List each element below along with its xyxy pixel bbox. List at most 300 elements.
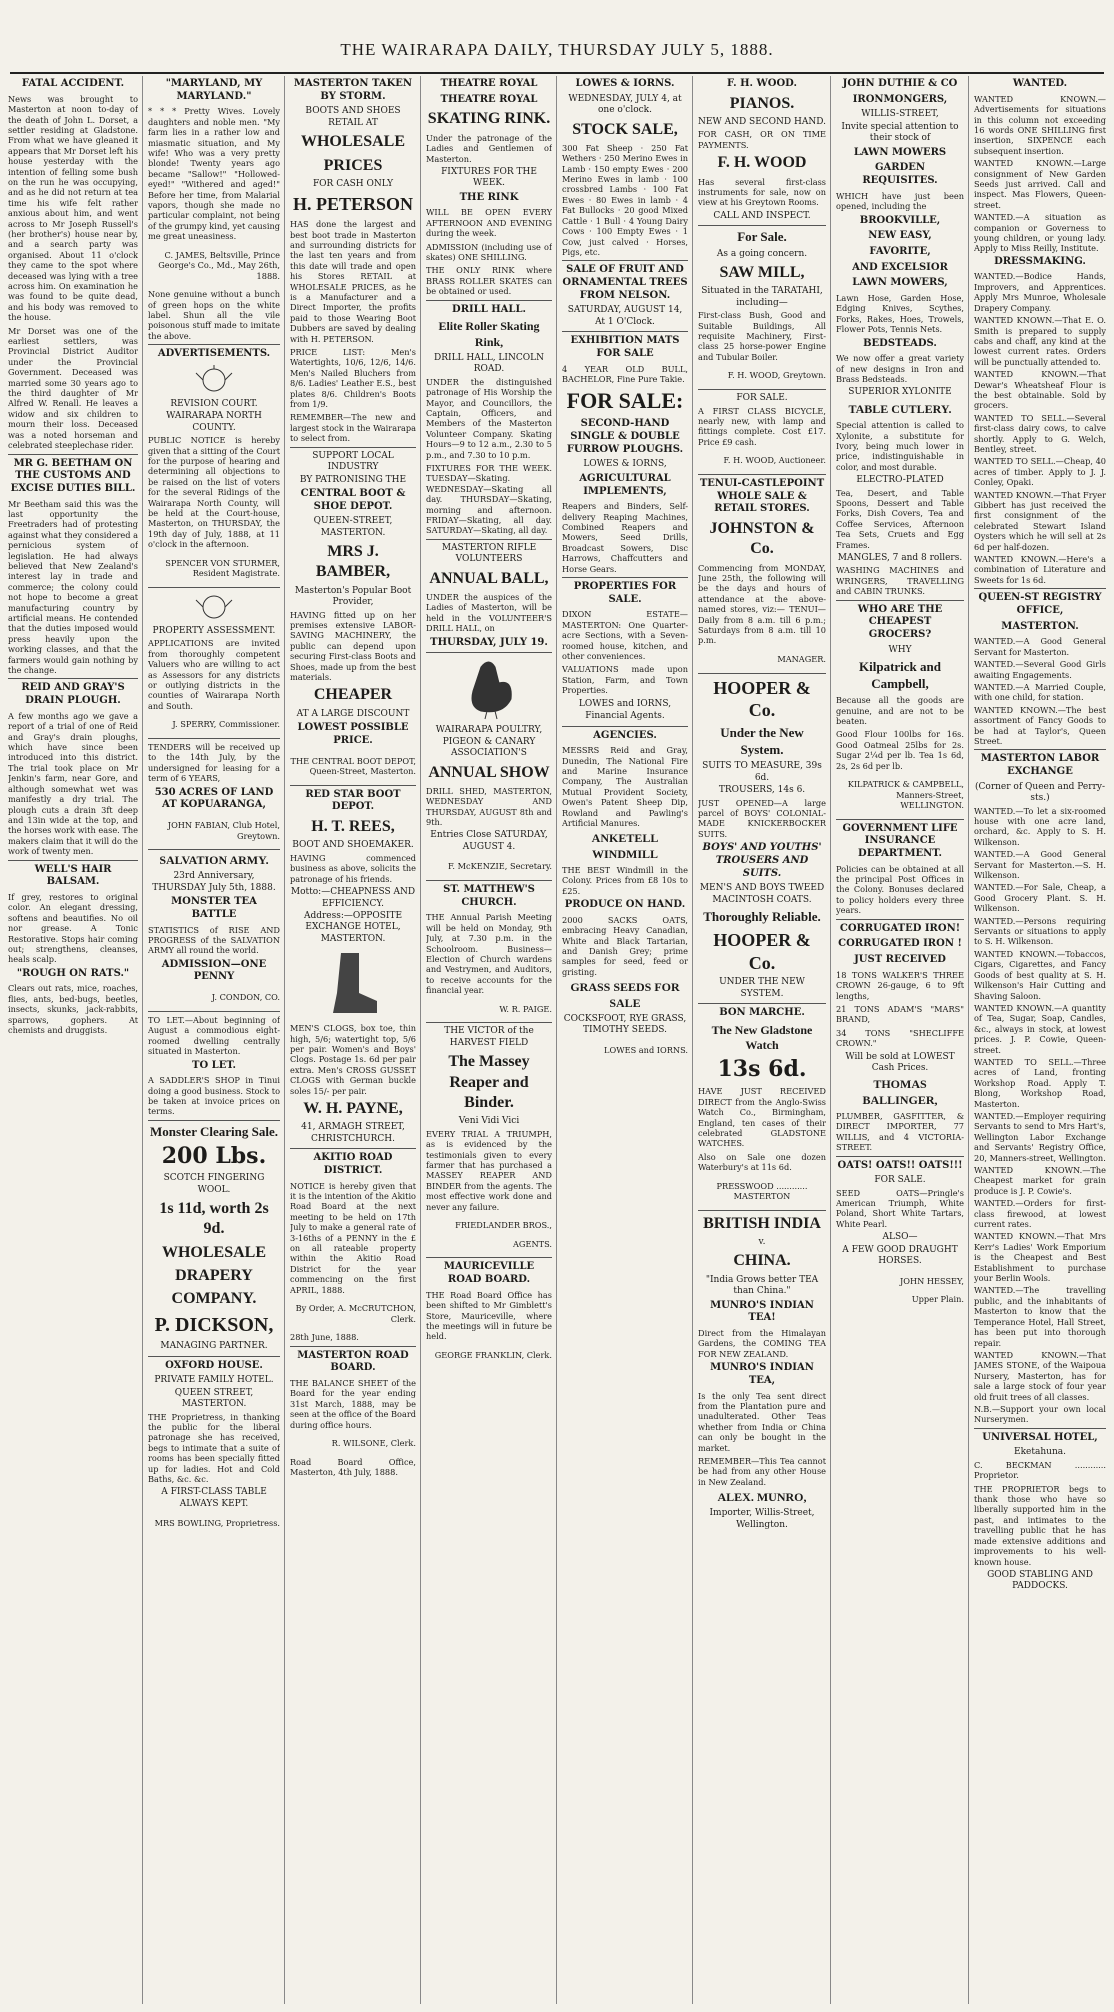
advertisements-heading: ADVERTISEMENTS. <box>157 348 271 360</box>
washing-text: WASHING MACHINES and WRINGERS, TRAVELLING and CABIN TRUNKS. <box>836 565 964 597</box>
stabling-text: GOOD STABLING AND PADDOCKS. <box>987 1569 1093 1592</box>
agents-text: AGENTS. <box>513 1238 552 1249</box>
eketahuna-text: Eketahuna. <box>1014 1447 1066 1458</box>
company-text: COMPANY. <box>171 1290 257 1308</box>
for-sale-heading: FOR SALE: <box>566 388 684 414</box>
rees-name: H. T. REES, <box>311 818 395 836</box>
kilpatrick-heading: Kilpatrick and Campbell, <box>859 659 941 691</box>
boys-heading: BOYS' AND YOUTHS' TROUSERS AND SUITS. <box>702 842 822 879</box>
masterton-road-text: THE BALANCE SHEET of the Board for the year ending 31st March, 1888, may be seen at the office of the Board during office hours. <box>290 1378 416 1430</box>
signature: W. R. PAIGE. <box>499 1003 552 1014</box>
wood-text: Has several first-class instruments for sale, now on view at his Greytown Rooms. <box>698 176 826 208</box>
column-rule <box>692 76 693 2004</box>
masthead-rule <box>10 72 1104 74</box>
going-text: As a going concern. <box>716 248 808 259</box>
wanted-item: WANTED KNOWN.—That Dewar's Wheatsheaf Flour is the best obtainable. Sold by grocers. <box>974 369 1106 411</box>
tender-headline: 530 ACRES OF LAND AT KOPUARANGA, <box>154 786 274 811</box>
wanted-item: WANTED.—A Good General Servant for Masterton. <box>974 636 1106 657</box>
wanted-item: WANTED KNOWN.—The Cheapest market for grain produce is J. P. Cowie's. <box>974 1165 1106 1196</box>
street-text: QUEEN STREET, MASTERTON. <box>174 1387 254 1410</box>
lawn-mowers-heading: LAWN MOWERS, <box>852 277 948 289</box>
article-paragraph: Mr Beetham said this was the last opportunity the Freetraders had of protesting against what they considered a pernicious system of legislation. He had always believed that New Zealand's interest lay in trade and commerce; the colony could not hope to become a great manufacturing country by artificial means. He contended that the duties imposed would press heavily upon the working classes, and that the farmers would gain nothing by the change. <box>8 498 138 676</box>
munro-text: Is the only Tea sent direct from the Plantation pure and unadulterated. Other Teas whether from India or China can only be bought in the market. <box>698 1390 826 1453</box>
quote-text: "India Grows better TEA than China." <box>705 1274 819 1297</box>
exhibition-heading: EXHIBITION MATS FOR SALE <box>570 335 680 359</box>
new-system-heading: Under the New System. <box>720 725 804 757</box>
to-let-text: TO LET.—About beginning of August a commodious eight-roomed dwelling centrally situated in Masterton. <box>148 1014 280 1057</box>
mower-list: Lawn Hose, Garden Hose, Edging Knives, Scythes, Forks, Rakes, Hoes, Trowels, Flower Pots, Tennis Nets. <box>836 292 964 335</box>
column-6 <box>698 76 826 2004</box>
corrugated-heading: CORRUGATED IRON! <box>839 922 961 934</box>
signature: R. WILSONE, Clerk. <box>331 1438 416 1449</box>
coats-text: MEN'S AND BOYS TWEED MACINTOSH COATS. <box>699 883 825 905</box>
column-2 <box>148 76 280 2004</box>
for-sale-heading: For Sale. <box>737 229 787 245</box>
notice-text: PUBLIC NOTICE is hereby given that a sitting of the Court for the purpose of hearing and determining all objections to be raised on the list of voters for the several Ridings of the Wairarapa North County, will be held at the Court-house, Masterton, on THURSDAY, the 19th day of July, 1888, at 11 o'clock in the afternoon. <box>148 435 280 550</box>
wanted-item: WANTED.—Several Good Girls awaiting Engagements. <box>974 659 1106 680</box>
china-heading: CHINA. <box>733 1252 791 1270</box>
hooper-heading: HOOPER & Co. <box>713 929 811 973</box>
wanted-heading: WANTED. <box>1012 78 1068 89</box>
wanted-item: WANTED.—Orders for first-class firewood, at lowest current rates. <box>974 1198 1106 1230</box>
insurance-heading: GOVERNMENT LIFE INSURANCE DEPARTMENT. <box>842 822 958 859</box>
horses-text: A FEW GOOD DRAUGHT HORSES. <box>842 1244 958 1267</box>
royal-crest-icon <box>192 365 236 395</box>
wanted-item: WANTED KNOWN.—That Mrs Kerr's Ladies' Work Emporium is the Cheapest and Best Establishment to purchase your Berlin Wools. <box>974 1231 1106 1284</box>
cash-text: FOR CASH ONLY <box>312 178 394 189</box>
iron-stock: 34 TONS "SHECLIFFE CROWN." <box>836 1027 964 1049</box>
lowes-text: LOWES and IORNS, <box>578 698 672 709</box>
saddler-text: A SADDLER'S SHOP in Tinui doing a good business. Stock to be taken at invoice prices on terms. <box>148 1075 280 1117</box>
admission-text: ADMISSION—ONE PENNY <box>161 958 267 983</box>
show-text: DRILL SHED, MASTERTON, WEDNESDAY AND THURSDAY, AUGUST 8th and 9th. <box>426 785 552 828</box>
signature: JOHN FABIAN, Club Hotel, Greytown. <box>167 820 280 841</box>
date-text: 28th June, 1888. <box>290 1332 359 1343</box>
also-text: ALSO— <box>882 1232 918 1243</box>
wood-name: F. H. WOOD <box>717 154 807 172</box>
dixon-text: DIXON ESTATE—MASTERTON: One Quarter-acre Sections, with a Seven-roomed house, kitchen, and other conveniences. <box>562 609 688 662</box>
lowes-text: LOWES & IORNS, <box>583 459 667 470</box>
universal-heading: UNIVERSAL HOTEL, <box>982 1431 1098 1443</box>
wanted-item: WANTED KNOWN.—That JAMES STONE, of the Waipoua Nursery, Masterton, has for sale a large stock of four year old fruit trees of all classes. <box>974 1349 1106 1402</box>
victor-text: THE VICTOR of the HARVEST FIELD <box>444 1026 534 1048</box>
signature: F. H. WOOD, Greytown. <box>727 370 826 381</box>
admission-text: ADMISSION (including use of skates) ONE SHILLING. <box>426 241 552 263</box>
universal-text: THE PROPRIETOR begs to thank those who have so liberally supported him in the past, and intimates to the travelling public that he has made extensive additions and improvements to his well-known house. <box>974 1483 1106 1567</box>
agencies-text: MESSRS Reid and Gray, Dunedin, The National Fire and Marine Insurance Company, The Australian Mutual Provident Society, Owen's Patent Sheep Dip, Rowland and Pawling's Artificial Manures. <box>562 745 688 829</box>
electro-text: ELECTRO-PLATED <box>856 475 944 486</box>
support-text: SUPPORT LOCAL INDUSTRY <box>312 450 394 473</box>
hotel-text: PRIVATE FAMILY HOTEL. <box>154 1375 274 1386</box>
windmill-text: THE BEST Windmill in the Colony. Prices from £8 10s to £25. <box>562 864 688 896</box>
headline-drain-plough: REID AND GRAY'S DRAIN PLOUGH. <box>21 682 125 707</box>
received-text: JUST RECEIVED <box>854 954 946 966</box>
rifle-text: MASTERTON RIFLE VOLUNTEERS <box>441 542 537 565</box>
wanted-item: WANTED TO SELL.—Several first-class dairy cows, to calve shortly. Apply to G. Welch, Bentley, street. <box>974 412 1106 454</box>
wood-heading: F. H. WOOD. <box>727 78 797 89</box>
signature: C. JAMES, Beltsville, Prince George's Co., Md., May 26th, 1888. <box>158 249 280 281</box>
patronising-text: BY PATRONISING THE <box>299 474 407 485</box>
rees-text: HAVING commenced business as above, solicits the patronage of his friends. <box>290 852 416 884</box>
agencies-heading: AGENCIES. <box>593 729 657 741</box>
wanted-item: WANTED TO SELL.—Three acres of Land, fronting Workshop Road. Apply T. Blong, Workshop Road, Masterton. <box>974 1056 1106 1109</box>
ballinger-text: PLUMBER, GASFITTER, & DIRECT IMPORTER, 77 WILLIS, and 4 VICTORIA-STREET. <box>836 1110 964 1153</box>
watch-heading: The New Gladstone Watch <box>711 1022 813 1053</box>
warning-text: None genuine without a bunch of green hops on the white label. Shun all the vile poisonous stuff made to imitate the above. <box>148 289 280 341</box>
financial-text: Financial Agents. <box>585 711 665 722</box>
wanted-item: WANTED KNOWN.—Advertisements for situations in this column not exceeding 16 words ONE SHILLING first insertion, SIXPENCE each subsequent insertion. <box>974 93 1106 156</box>
importer-text: Importer, Willis-Street, Wellington. <box>709 1508 815 1530</box>
headline-hair-balsam: WELL'S HAIR BALSAM. <box>34 863 112 888</box>
favorite-text: FAVORITE, <box>869 245 931 257</box>
signature: JOHN HESSEY, <box>899 1275 964 1286</box>
elite-heading: Elite Roller Skating Rink, <box>438 319 540 349</box>
signature: J. CONDON, CO. <box>211 992 280 1003</box>
bamber-name: MRS J. BAMBER, <box>315 543 391 581</box>
wanted-item: WANTED KNOWN.—That Fryer Gibbert has just received the first consignment of the celebrated Stewart Island Oysters which he will sell at 2s 6d per half-dozen. <box>974 489 1106 552</box>
watch-text: HAVE JUST RECEIVED DIRECT from the Anglo-Swiss Watch Co., Birmingham, England, ten cases of their celebrated GLADSTONE WATCHES. <box>698 1086 826 1149</box>
red-star-heading: RED STAR BOOT DEPOT. <box>305 788 401 813</box>
column-rule <box>556 76 557 2004</box>
taratahi-text: Situated in the TARATAHI, including— <box>701 286 823 308</box>
waterbury-text: Also on Sale one dozen Waterbury's at 11s 6d. <box>698 1151 826 1173</box>
wanted-item: WANTED KNOWN.—That E. O. Smith is prepared to supply cabs and chaff, any kind at the lowest current rates. Orders will be punctually attended to. <box>974 315 1106 367</box>
inspect-text: CALL AND INSPECT. <box>713 210 811 221</box>
signature: By Order, A. McCRUTCHON, Clerk. <box>295 1303 416 1324</box>
tender-text: TENDERS will be received up to the 14th July, by the undersigned for leasing for a term of 6 YEARS, <box>148 741 280 784</box>
drapery-text: DRAPERY <box>175 1267 253 1285</box>
fixtures-text: FIXTURES FOR THE WEEK. TUESDAY—Skating. WEDNESDAY—Skating all day. THURSDAY—Skating, morning and afternoon. FRIDAY—Skating, all day. SATURDAY—Skating, all day. <box>426 462 552 536</box>
theatre-subheading: THEATRE ROYAL <box>440 93 538 105</box>
trousers-text: TROUSERS, 14s 6. <box>718 785 806 796</box>
clogs-text: MEN'S CLOGS, box toe, thin high, 5/6; watertight top, 5/6 per pair. Women's and Boys' Clogs. Postage 1s. 6d per pair extra. Men's CROSS GUSSET CLOGS with German buckle soles 15/- per pair. <box>290 1023 416 1096</box>
oxford-house-heading: OXFORD HOUSE. <box>165 1359 263 1371</box>
wanted-item: WANTED.—For Sale, Cheap, a Good Grocery Plant. S. H. Wilkenson. <box>974 882 1106 914</box>
variety-text: We now offer a great variety of new designs in Iron and Brass Bedsteads. <box>836 353 964 385</box>
pianos-heading: PIANOS. <box>729 94 795 112</box>
signature: MRS BOWLING, Proprietress. <box>154 1518 280 1529</box>
discount-text: AT A LARGE DISCOUNT <box>296 708 410 719</box>
cutlery-heading: TABLE CUTLERY. <box>848 401 952 416</box>
price-list: PRICE LIST: Men's Watertights, 10/6, 12/6, 14/6. Men's Nailed Bluchers from 8/6. Ladies' Leather E.S., best plates 8/6. Children's Boots from 1/9. <box>290 347 416 410</box>
produce-text: 2000 SACKS OATS, embracing Heavy Canadian, White and Black Tartarian, and Danish Grey; prime samples for seed, feed or gristing. <box>562 914 688 977</box>
masterton-road-heading: MASTERTON ROAD BOARD. <box>297 1349 409 1374</box>
salvation-date: 23rd Anniversary, THURSDAY July 5th, 1888. <box>152 871 276 893</box>
bootmaker-text: BOOT AND SHOEMAKER. <box>292 840 414 851</box>
produce-heading: PRODUCE ON HAND. <box>564 899 686 911</box>
munro-heading: MUNRO'S INDIAN TEA, <box>710 1362 814 1386</box>
wanted-item: WANTED.—Employer requiring Servants to send to Mrs Hart's, Wellington Labor Exchange and Servants' Registry Office, 20, Manners-street, Wellington. <box>974 1110 1106 1163</box>
mangles-text: MANGLES, 7 and 8 rollers. <box>837 553 963 564</box>
masthead <box>10 40 1104 74</box>
signature: SPENCER VON STURMER, Resident Magistrate. <box>165 557 280 579</box>
column-7 <box>836 76 964 2004</box>
church-text: THE Annual Parish Meeting will be held on Monday, 9th July, at 7.30 p.m. in the Schoolroom. Business—Election of Church wardens and Vestrymen, and Auditors, to receive accounts for the financial year. <box>426 912 552 996</box>
stock-sale-heading: STOCK SALE, <box>572 120 678 138</box>
lowest-price-heading: LOWEST POSSIBLE PRICE. <box>297 722 409 746</box>
wanted-item: WANTED.—To let a six-roomed house with one acre land, orchard, &c. Apply to S. H. Wilkenson. <box>974 805 1106 847</box>
fruit-date: SATURDAY, AUGUST 14, At 1 O'Clock. <box>567 305 683 327</box>
invite-text: Invite special attention to their stock of <box>841 121 959 144</box>
wool-price: 1s 11d, worth 2s 9d. <box>159 1200 269 1238</box>
central-depot-heading: CENTRAL BOOT & SHOE DEPOT. <box>300 487 406 512</box>
why-text: WHY <box>888 644 912 655</box>
rooster-icon <box>459 657 519 721</box>
article-paragraph: Mr Dorset was one of the earliest settlers, was Provincial District Auditor under the Provincial Government. Deceased was married some 30 years ago to the third daughter of Mr Alfred W. Renall. He leaves a widow and six children to mourn their loss. Deceased was a noted horseman and celebrated steeplechase rider. <box>8 325 138 451</box>
akitio-heading: AKITIO ROAD DISTRICT. <box>313 1152 393 1176</box>
british-india-heading: BRITISH INDIA <box>703 1214 821 1232</box>
annual-show-heading: ANNUAL SHOW <box>428 763 550 781</box>
wanted-item: WANTED.—A Married Couple, with one child, for station. <box>974 681 1106 703</box>
oats-text: SEED OATS—Pringle's American Triumph, White Poland, Short White Tartars, White Pearl. <box>836 1187 964 1229</box>
wanted-item: WANTED KNOWN.—Here's a combination of Literature and Sweets for 1s 6d. <box>974 554 1106 585</box>
grass-seeds-heading: GRASS SEEDS FOR SALE <box>570 980 680 1010</box>
ironmongers-text: IRONMONGERS, <box>852 93 948 105</box>
address-text: Address:—OPPOSITE EXCHANGE HOTEL, MASTERTON. <box>303 910 403 944</box>
exchange-heading: MASTERTON LABOR EXCHANGE <box>980 753 1100 778</box>
cocksfoot-text: COCKSFOOT, RYE GRASS, TIMOTHY SEEDS. <box>563 1013 687 1036</box>
hooper-heading: HOOPER & Co. <box>713 677 811 721</box>
bedsteads-heading: BEDSTEADS. <box>863 337 937 349</box>
storm-heading: MASTERTON TAKEN BY STORM. <box>293 78 413 102</box>
signature: MANAGER. <box>777 654 826 665</box>
column-rule <box>968 76 969 2004</box>
which-text: WHICH have just been opened, including the <box>836 190 964 212</box>
wholesale-heading: WHOLESALE <box>300 133 406 151</box>
iron-stock: 18 TONS WALKER'S THREE CROWN 26-gauge, 6 to 9ft lengths, <box>836 969 964 1001</box>
skating-heading: SKATING RINK. <box>427 110 551 128</box>
support-text: N.B.—Support your own local Nurserymen. <box>974 1403 1106 1425</box>
article-paragraph: Clears out rats, mice, roaches, flies, ants, bed-bugs, beetles, insects, skunks, jack-rabbits, sparrows, gophers. At chemists and druggists. <box>8 983 138 1036</box>
mauriceville-text: THE Road Board Office has been shifted to Mr Gimblett's Store, Mauriceville, where the meetings will in future be held. <box>426 1289 552 1342</box>
entries-text: Entries Close SATURDAY, AUGUST 4. <box>430 830 548 852</box>
headline-beetham: MR G. BEETHAM ON THE CUSTOMS AND EXCISE DUTIES BILL. <box>10 457 136 494</box>
wanted-item: WANTED.—The travelling public, and the inhabitants of Masterton to know that the Temperance Hotel, Hall Street, has been put into thorough repair. <box>974 1285 1106 1348</box>
table-text: A FIRST-CLASS TABLE ALWAYS KEPT. <box>161 1487 267 1509</box>
bicycle-text: A FIRST CLASS BICYCLE, nearly new, with lamp and fittings complete. Cost £17. Price £9 cash. <box>698 405 826 447</box>
column-rule <box>420 76 421 2004</box>
munro-heading: MUNRO'S INDIAN TEA! <box>710 1299 814 1324</box>
mill-text: First-class Bush, Good and Suitable Buildings, All requisite Machinery, First-class 25 horse-power Engine and Tubular Boiler. <box>698 310 826 362</box>
mauriceville-heading: MAURICEVILLE ROAD BOARD. <box>443 1261 535 1285</box>
notice-text: APPLICATIONS are invited from thoroughly competent Valuers who are willing to act as Assessors for any districts or outlying districts in the counties of Wairarapa North and South. <box>148 638 280 711</box>
presswood-text: PRESSWOOD ............ MASTERTON <box>716 1180 808 1202</box>
ballinger-heading: THOMAS BALLINGER, <box>862 1077 938 1107</box>
reliable-heading: Thoroughly Reliable. <box>703 909 821 925</box>
column-rule <box>284 76 285 2004</box>
headline-maryland: "MARYLAND, MY MARYLAND." <box>165 78 263 102</box>
versus-text: v. <box>758 1237 766 1248</box>
monster-tea-heading: MONSTER TEA BATTLE <box>171 896 257 920</box>
stats-text: STATISTICS of RISE AND PROGRESS of the SALVATION ARMY all round the world. <box>148 924 280 956</box>
column-3 <box>290 76 416 2004</box>
partner-text: MANAGING PARTNER. <box>160 1341 268 1352</box>
flour-text: Good Flour 100lbs for 16s. Good Oatmeal 25lbs for 2s. Sugar 2¼d per lb. Tea 1s 6d, 2s, 2s 6d per lb. <box>836 729 964 771</box>
signature: GEORGE FRANKLIN, Clerk. <box>434 1349 552 1360</box>
for-sale-heading: FOR SALE. <box>874 1175 926 1186</box>
munro-text: Direct from the Himalayan Gardens, the COMING TEA FOR NEW ZEALAND. <box>698 1328 826 1359</box>
munro-name: ALEX. MUNRO, <box>717 1490 807 1505</box>
remember-text: REMEMBER—This Tea cannot be had from any other House in New Zealand. <box>698 1456 826 1487</box>
exchange-sub: (Corner of Queen and Perry-sts.) <box>975 781 1105 804</box>
johnston-heading: JOHNSTON & Co. <box>709 519 815 558</box>
payne-address: 41, ARMAGH STREET, CHRISTCHURCH. <box>301 1122 405 1144</box>
willis-text: WILLIS-STREET, <box>861 109 939 120</box>
massey-heading: The Massey Reaper and Binder. <box>448 1053 530 1111</box>
system-text: UNDER THE NEW SYSTEM. <box>719 977 805 999</box>
street-text: QUEEN-STREET, MASTERTON. <box>313 516 393 538</box>
poem-text: * * * Pretty Wives. Lovely daughters and noble men. "My farm lies in a rather low and miasmatic situation, and My wife! Who was a very pretty blonde! Twenty years ago became "Sallow!" "Hollowed-eyed!" "Withered and aged!" Before her time, from Malarial vapors, though she made no particular complaint, not being of the grumpy kind, yet causing me great uneasiness. <box>148 106 280 242</box>
boot-icon <box>323 949 383 1019</box>
proprietor-text: C. BECKMAN ............ Proprietor. <box>974 1459 1106 1481</box>
bamber-text: HAVING fitted up on her premises extensive LABOR-SAVING MACHINERY, the public can depend upon securing First-class Boots and Shoes, made up from the best materials. <box>290 609 416 683</box>
plough-heading: SECOND-HAND SINGLE & DOUBLE FURROW PLOUGHS. <box>566 418 684 455</box>
stock-list: 300 Fat Sheep · 250 Fat Wethers · 250 Merino Ewes in Lamb · 150 empty Ewes · 200 Merino Ewes in lamb · 100 crossbred Lambs · 100 Fat Ewes · 80 Ewes in lamb · 4 Fat Bullocks · 20 good Mixed Cattle · 1 Bull · 4 Young Dairy Cows · 100 Empty Ewes · 1 Cow, just calved · Horses, Pigs, etc. <box>562 142 688 257</box>
boots-text: BOOTS AND SHOES RETAIL AT <box>305 106 401 128</box>
remember-text: REMEMBER—The new and largest stock in the Wairarapa to select from. <box>290 412 416 444</box>
office-text: Road Board Office, Masterton, 4th July, 1888. <box>290 1456 416 1478</box>
signature: J. SPERRY, Commissioner. <box>172 719 280 730</box>
signature: KILPATRICK & CAMPBELL, Manners-Street, WELLINGTON. <box>847 779 964 810</box>
insurance-text: Policies can be obtained at all the principal Post Offices in the Colony. Bonuses declared to policy holders every three years. <box>836 863 964 916</box>
elite-text: UNDER the distinguished patronage of His Worship the Mayor, and Councillors, the Captain, Officers, and Members of the Masterton Volunteer Company. Skating Hours—9 to 12 a.m., 2.30 to 5 p.m., and 7.30 to 10 p.m. <box>426 376 552 460</box>
cheapest-heading: WHO ARE THE CHEAPEST GROCERS? <box>857 603 943 641</box>
payne-name: W. H. PAYNE, <box>303 1100 403 1118</box>
column-rule <box>830 76 831 2004</box>
plate-list: Tea, Desert, and Table Spoons, Dessert and Table Forks, Dish Covers, Tea and Coffee Services, Afternoon Tea Sets, Cruets and Egg Frames. <box>836 487 964 550</box>
signature: FRIEDLANDER BROS., <box>455 1220 552 1231</box>
clearing-sale-heading: Monster Clearing Sale. <box>150 1123 278 1139</box>
drill-hall-heading: DRILL HALL. <box>452 303 526 315</box>
wanted-item: WANTED.—Persons requiring Servants or situations to apply to S. H. Wilkenson. <box>974 915 1106 947</box>
corrugated-heading: CORRUGATED IRON ! <box>838 938 962 950</box>
bon-marche-heading: BON MARCHE. <box>719 1007 805 1019</box>
article-paragraph: If grey, restores to original color. An elegant dressing, softens and beautifies. No oil nor grease. A Tonic Restorative. Stops hair coming out; strengthens, cleanses, heals scalp. <box>8 891 138 965</box>
registry-place: MASTERTON. <box>1001 620 1079 632</box>
royal-crest-icon <box>192 592 236 622</box>
wanted-item: WANTED KNOWN.—The best assortment of Fancy Goods to be had at Taylor's, Queen Street. <box>974 704 1106 746</box>
fruit-heading: SALE OF FRUIT AND ORNAMENTAL TREES FROM NELSON. <box>562 264 688 301</box>
column-1 <box>8 76 138 2004</box>
motto-text: Motto:—CHEAPNESS AND EFFICIENCY. <box>290 887 416 909</box>
suits-text: SUITS TO MEASURE, 39s 6d. <box>702 761 822 783</box>
salvation-army-heading: SALVATION ARMY. <box>159 853 269 868</box>
saw-mill-heading: SAW MILL, <box>719 264 805 282</box>
duthie-heading: JOHN DUTHIE & CO <box>842 78 958 89</box>
headline-fatal-accident: FATAL ACCIDENT. <box>21 78 125 89</box>
opened-text: JUST OPENED—A large parcel of BOYS' COLONIAL-MADE KNICKERBOCKER SUITS. <box>698 797 826 839</box>
lowest-text: Will be sold at LOWEST Cash Prices. <box>845 1051 955 1074</box>
oats-heading: OATS! OATS!! OATS!!! <box>837 1159 963 1171</box>
cheaper-heading: CHEAPER <box>313 686 393 704</box>
garden-heading: GARDEN REQUISITES. <box>862 162 938 187</box>
prices-heading: PRICES <box>323 156 383 174</box>
xylonite-text: SUPERIOR XYLONITE <box>848 387 952 398</box>
peterson-text: HAS done the largest and best boot trade in Masterton and surrounding districts for the last ten years and from this date will trade and open his Stores RETAIL at WHOLESALE PRICES, as he is a Manufacturer and a Direct Importer, the profits paid to those Wearing Boot Dubbers are saved by dealing with H. PETERSON. <box>290 219 416 344</box>
only-rink-text: THE ONLY RINK where BRASS ROLLER SKATES can be obtained or used. <box>426 265 552 297</box>
johnston-text: Commencing from MONDAY, June 25th, the following will be the days and hours of attendance at the above-named stores, viz:— TENUI—Daily from 8 a.m. till 6 p.m.; Saturdays from 8 a.m. till 10 p.m. <box>698 562 826 646</box>
wholesale-text: WHOLESALE <box>161 1243 267 1261</box>
wanted-item: WANTED KNOWN.—A quantity of Tea, Sugar, Soap, Candles, &c., always in stock, at lowest prices. J. P. Cowie, Queen-street. <box>974 1002 1106 1055</box>
dressmaking-heading: DRESSMAKING. <box>994 255 1086 267</box>
fixtures-heading: FIXTURES FOR THE WEEK. <box>441 166 537 189</box>
wanted-item: WANTED.—A situation as companion or Governess to young children, or young lady. Apply to Miss Reilly, Institute. <box>974 212 1106 254</box>
rink-text: WILL BE OPEN EVERY AFTERNOON AND EVENING during the week. <box>426 207 552 239</box>
column-rule <box>142 76 143 2004</box>
wanted-item: WANTED TO SELL.—Cheap, 40 acres of timber. Apply to J. J. Conley, Opaki. <box>974 456 1106 488</box>
column-5 <box>562 76 688 2004</box>
drill-hall-address: DRILL HALL, LINCOLN ROAD. <box>434 352 544 375</box>
weight-text: 200 Lbs. <box>161 1143 267 1170</box>
sale-date: WEDNESDAY, JULY 4, at one o'clock. <box>568 93 682 116</box>
oxford-text: THE Proprietress, in thanking the public for the liberal patronage she has received, begs to intimate that a suite of rooms has been specially fitted up for ladies. Hot and Cold Baths, &c. &c. <box>148 1411 280 1484</box>
ball-text: UNDER the auspices of the Ladies of Masterton, will be held in the VOLUNTEER'S DRILL HALL, on <box>426 591 552 634</box>
place-text: Upper Plain. <box>911 1294 964 1305</box>
because-text: Because all the goods are genuine, and are not to be beaten. <box>836 695 964 726</box>
implements-heading: AGRICULTURAL IMPLEMENTS, <box>579 472 671 497</box>
for-sale-heading: FOR SALE. <box>736 393 788 404</box>
new-easy-text: NEW EASY, <box>868 230 932 242</box>
notice-heading: PROPERTY ASSESSMENT. <box>152 625 276 636</box>
masthead-title: THE WAIRARAPA DAILY, THURSDAY JULY 5, 1888. <box>340 40 774 59</box>
tenui-heading: TENUI-CASTLEPOINT WHOLE SALE & RETAIL STORES. <box>699 477 825 515</box>
to-let-heading: TO LET. <box>192 1059 236 1071</box>
wanted-item: WANTED.—Bodice Hands, Improvers, and Apprentices. Apply Mrs Munroe, Wholesale Drapery Company. <box>974 271 1106 313</box>
ball-date: THURSDAY, JULY 19. <box>430 636 548 648</box>
column-4 <box>426 76 552 2004</box>
notice-subheading: WAIRARAPA NORTH COUNTY. <box>166 411 262 433</box>
article-paragraph: A few months ago we gave a report of a trial of one of Reid and Gray's drain ploughs, which have since been introduced into this district. The trial took place on Mr Jenkin's farm, near Gore, and although somewhat wet was manifestly a dry trial. The plough cuts a drain 3ft deep and 13in wide at the top, and the horses work with ease. The makers claim that it will do the work of twenty men. <box>8 710 138 857</box>
valuations-text: VALUATIONS made upon Station, Farm, and Town Properties. <box>562 664 688 696</box>
new-second-text: NEW AND SECOND HAND. <box>698 117 826 127</box>
bull-text: 4 YEAR OLD BULL, BACHELOR, Fine Pure Takie. <box>562 363 688 384</box>
rink-heading: THE RINK <box>459 191 519 203</box>
dickson-name: P. DICKSON, <box>154 1313 274 1336</box>
properties-heading: PROPERTIES FOR SALE. <box>573 581 677 605</box>
brookville-text: BROOKVILLE, <box>859 214 941 226</box>
bamber-sub: Masterton's Popular Boot Provider, <box>294 585 412 608</box>
lawn-mowers-heading: LAWN MOWERS <box>853 146 947 158</box>
skating-text: Under the patronage of the Ladies and Gentlemen of Masterton. <box>426 132 552 164</box>
headline-rough-on-rats: "ROUGH ON RATS." <box>16 967 130 979</box>
ball-heading: ANNUAL BALL, <box>429 569 549 587</box>
signature: LOWES and IORNS. <box>604 1044 688 1055</box>
church-heading: ST. MATTHEW'S CHURCH. <box>443 884 535 908</box>
lowes-heading: LOWES & IORNS. <box>575 78 675 89</box>
implements-text: Reapers and Binders, Self-delivery Reaping Machines, Combined Reapers and Mowers, Seed Drills, Broadcast Sowers, Disc Harrows, Chaffcutters and Horse Gears. <box>562 501 688 574</box>
poultry-text: WAIRARAPA POULTRY, PIGEON & CANARY ASSOCIATION'S <box>435 725 543 759</box>
wanted-item: WANTED KNOWN.—Large consignment of New Garden Seeds just arrived. Call and inspect. Mas Flowers, Queen-street. <box>974 158 1106 210</box>
xylonite-desc: Special attention is called to Xylonite, a substitute for Ivory, being much lower in price, indistinguishable in color, and most durable. <box>836 420 964 472</box>
peterson-name: H. PETERSON <box>292 194 414 215</box>
column-8 <box>974 76 1106 2004</box>
signature: F. H. WOOD, Auctioneer. <box>723 455 826 466</box>
wanted-item: WANTED.—A Good General Servant for Masterton.—S. H. Wilkenson. <box>974 849 1106 881</box>
registry-heading: QUEEN-ST REGISTRY OFFICE, <box>978 592 1102 616</box>
excelsior-text: AND EXCELSIOR <box>852 261 948 273</box>
akitio-text: NOTICE is hereby given that it is the intention of the Akitio Road Board at the next meeting to be held on 17th July to make a general rate of 3-16ths of a PENNY in the £ on all rateable property within the Akitio Road District for the year commencing on the first APRIL, 1888. <box>290 1180 416 1295</box>
watch-price: 13s 6d. <box>717 1056 807 1083</box>
massey-text: EVERY TRIAL A TRIUMPH, as is evidenced by the testimonials given to every farmer that has purchased a MASSEY REAPER AND BINDER from the agents. The most effective work done and never any failure. <box>426 1128 552 1212</box>
article-paragraph: News was brought to Masterton at noon to-day of the death of John L. Dorset, a settler residing at Gladstone. From what we have gleaned it appears that Mr Dorset left his house yesterday with the intention of felling some bush on the run he was occupying, and as he did not return at tea time his wife felt rather anxious about him, and went across to Mr Joseph Russell's (her brother's) house near by, and a search party was organised. About 11 o'clock they came to the spot where deceased was lying with a tree across him. On examination he was found to be quite dead, and his body was removed to the house. <box>8 93 138 323</box>
wool-text: SCOTCH FINGERING WOOL. <box>163 1173 265 1195</box>
cash-text: FOR CASH, OR ON TIME PAYMENTS. <box>698 129 826 150</box>
iron-stock: 21 TONS ADAM'S "MARS" BRAND, <box>836 1003 964 1025</box>
signature: THE CENTRAL BOOT DEPOT, Queen-Street, Masterton. <box>290 755 416 777</box>
windmill-heading: ANKETELL WINDMILL <box>591 831 659 861</box>
notice-heading: REVISION COURT. <box>170 398 258 409</box>
signature: F. McKENZIE, Secretary. <box>448 861 552 872</box>
